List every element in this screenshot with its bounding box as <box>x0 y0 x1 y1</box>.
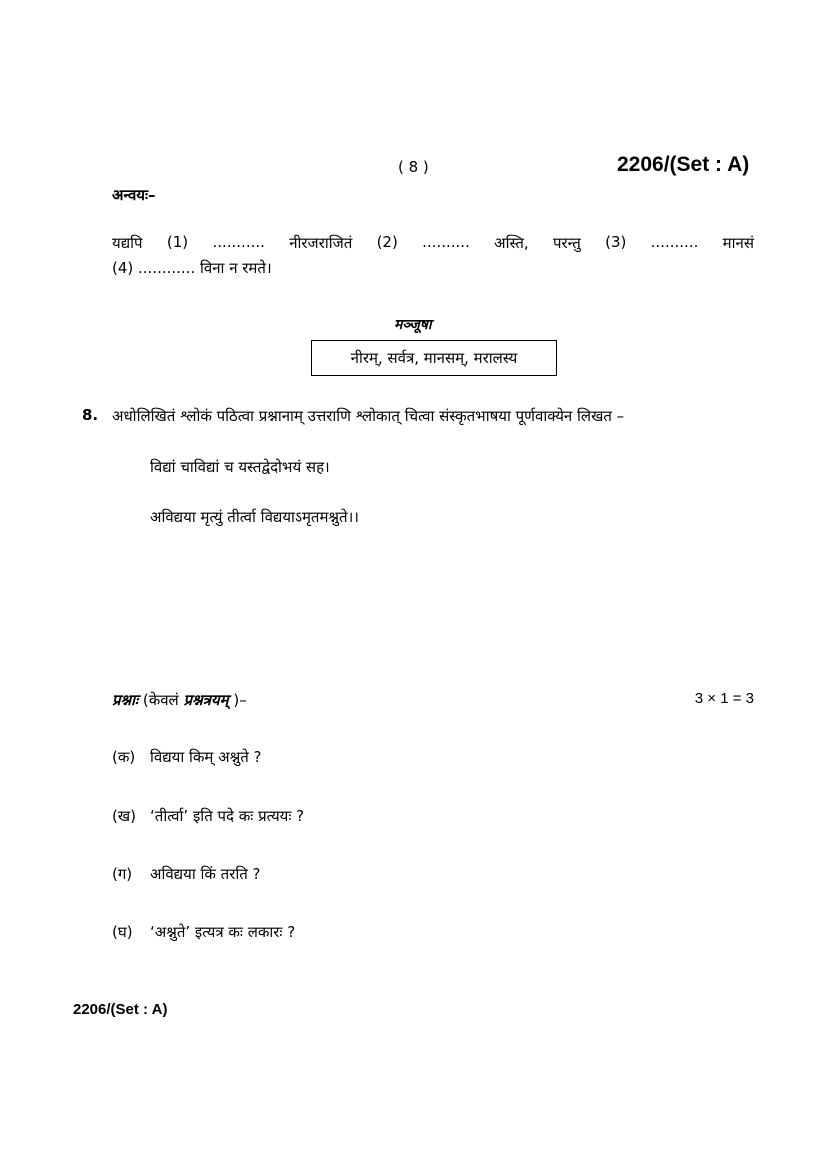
sub-question-label: (ग) <box>112 865 133 883</box>
manjusha-words: नीरम्, सर्वत्र, मानसम्, मरालस्य <box>350 349 518 367</box>
shloka-line-2: अविद्यया मृत्युं तीर्त्वा विद्ययाऽमृतमश्नुते।। <box>150 508 359 526</box>
prashnah-prefix: प्रश्नाः <box>112 691 139 709</box>
sub-question <box>112 806 304 826</box>
prashnah-paren-open: (केवलं <box>142 691 179 709</box>
anvaya-line-2: (4) ............ विना न रमते। <box>112 259 272 277</box>
set-code-footer: 2206/(Set : A) <box>73 1001 168 1018</box>
sub-question-label: (क) <box>112 748 136 766</box>
anvaya-line-1 <box>112 233 754 253</box>
anvaya-word: परन्तु <box>552 234 581 252</box>
anvaya-blank-number: (1) <box>166 233 189 251</box>
anvaya-word: नीरजराजितं <box>289 234 353 252</box>
anvaya-word: मानसं <box>722 234 754 252</box>
manjusha-title: मञ्जूषा <box>394 317 432 333</box>
manjusha-word-box <box>311 340 557 376</box>
anvaya-blank: .......... <box>650 233 699 251</box>
anvaya-blank-number: (2) <box>376 233 398 251</box>
sub-question-text: अविद्यया किं तरति ? <box>150 865 261 883</box>
anvaya-blank: ........... <box>212 233 265 251</box>
prashnah-label <box>112 690 247 710</box>
sub-question <box>112 747 262 767</box>
question-number: 8. <box>82 406 99 424</box>
sub-question <box>112 922 295 942</box>
anvaya-word: अस्ति, <box>494 234 529 252</box>
prashnah-paren-close: )– <box>233 691 247 709</box>
sub-question <box>112 864 261 884</box>
shloka-line-1: विद्यां चाविद्यां च यस्तद्वेदोभयं सह। <box>150 458 330 476</box>
sub-question-label: (ख) <box>112 807 136 825</box>
question-instruction: अधोलिखितं श्लोकं पठित्वा प्रश्नानाम् उत्तराणि श्लोकात् चित्वा संस्कृतभाषया पूर्णवाक्येन लिखत – <box>112 407 625 425</box>
anvaya-blank-number: (3) <box>605 233 627 251</box>
set-code-header: 2206/(Set : A) <box>617 153 750 176</box>
anvaya-word: यद्यपि <box>112 234 143 252</box>
page-number: ( 8 ) <box>398 158 429 176</box>
sub-question-text: विद्यया किम् अश्नुते ? <box>150 748 262 766</box>
anvaya-blank: .......... <box>422 233 470 251</box>
sub-question-text: ‘तीर्त्वा’ इति पदे कः प्रत्ययः ? <box>150 807 305 825</box>
prashnah-bold: प्रश्नत्रयम् <box>183 691 229 709</box>
anvaya-heading: अन्वयः– <box>112 186 156 204</box>
marks-allocation: 3 × 1 = 3 <box>694 690 754 707</box>
sub-question-label: (घ) <box>112 923 133 941</box>
sub-question-text: ‘अश्नुते’ इत्यत्र कः लकारः ? <box>150 923 296 941</box>
